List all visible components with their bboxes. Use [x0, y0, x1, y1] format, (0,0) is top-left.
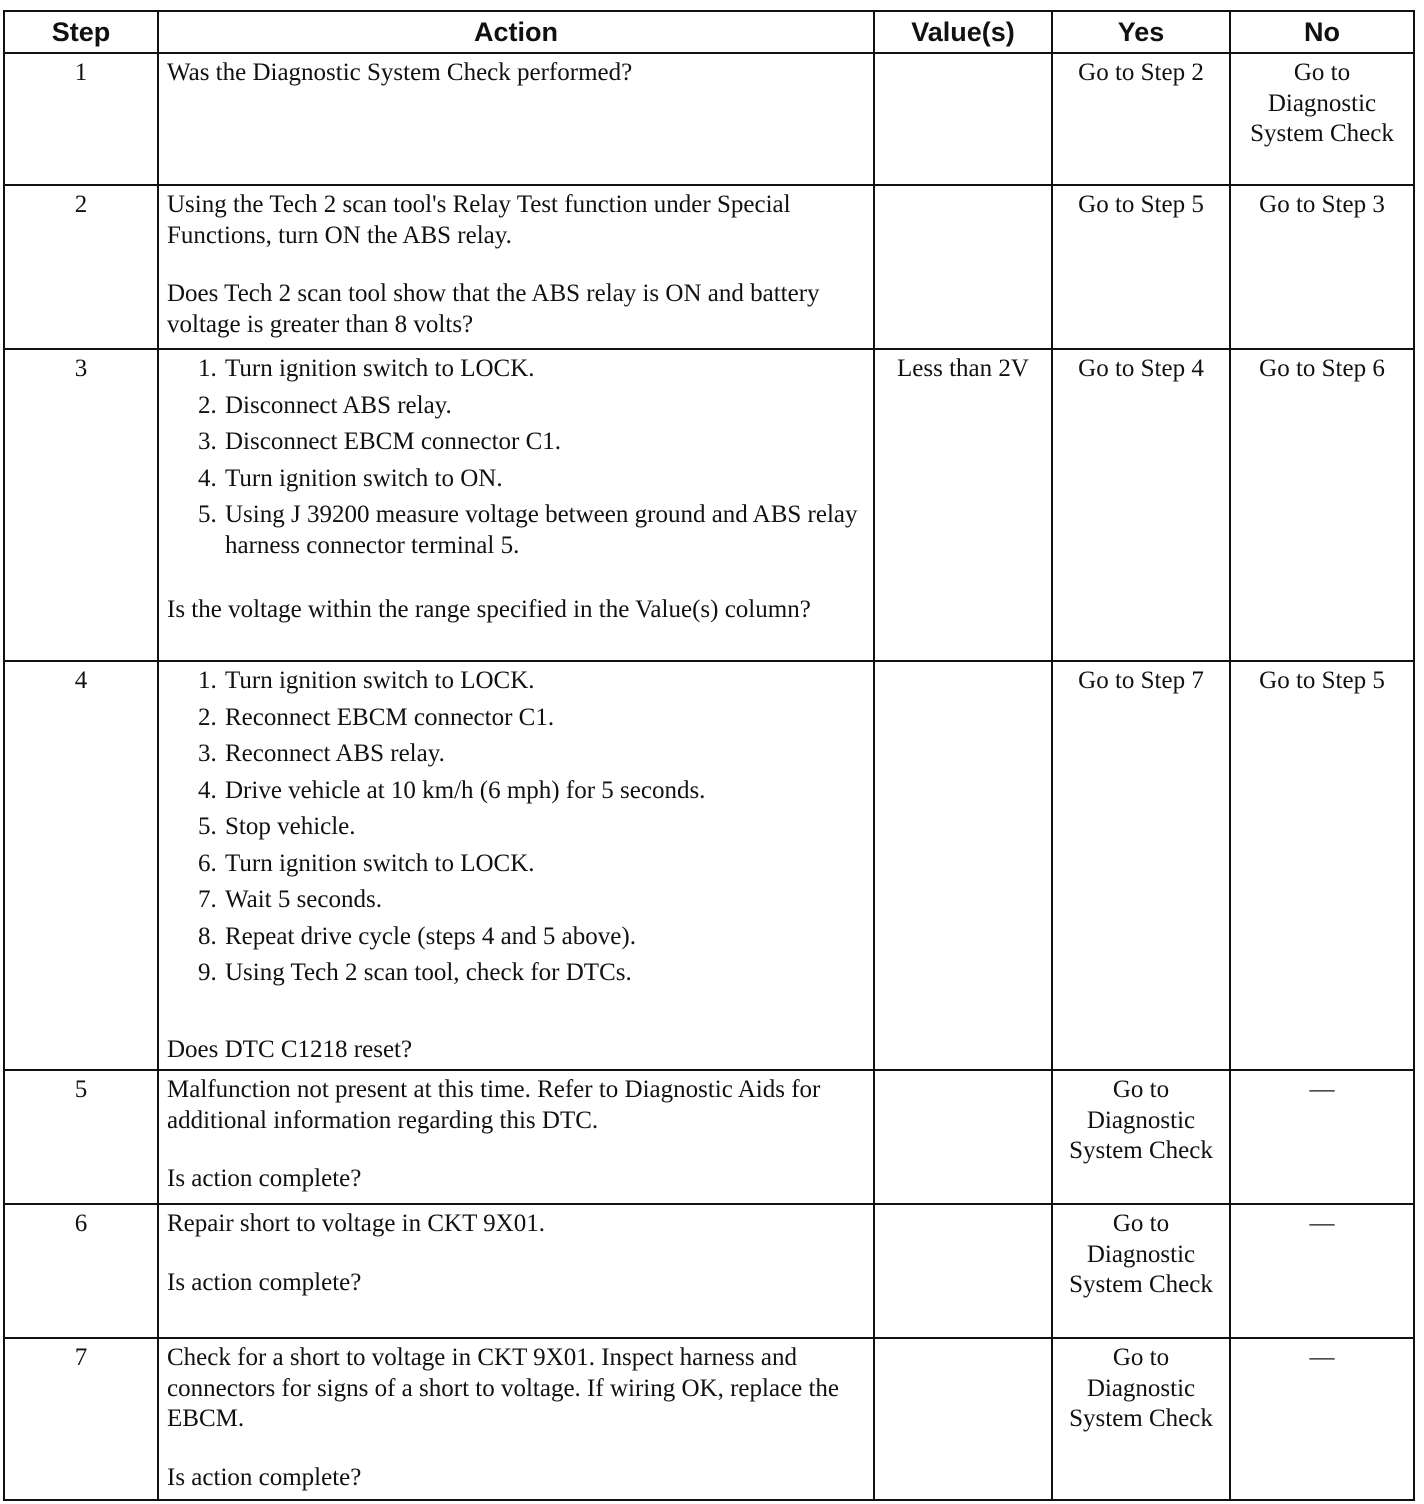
header-step: Step	[4, 11, 158, 53]
header-yes: Yes	[1052, 11, 1230, 53]
value-cell	[874, 185, 1052, 349]
substep-list	[167, 666, 865, 989]
table-row	[4, 661, 1414, 1070]
action-question: Is action complete?	[167, 1463, 362, 1491]
action-cell	[158, 53, 874, 185]
header-row	[4, 11, 1414, 53]
no-cell: —	[1230, 1204, 1414, 1338]
no-cell: Go to Step 6	[1230, 349, 1414, 661]
list-item: 3. Disconnect EBCM connector C1.	[223, 427, 865, 458]
value-cell	[874, 53, 1052, 185]
action-cell	[158, 1204, 874, 1338]
list-item: 9. Using Tech 2 scan tool, check for DTCs.	[223, 958, 865, 989]
action-question: Is the voltage within the range specified in the Value(s) column?	[167, 596, 811, 623]
no-cell: Go to Diagnostic System Check	[1230, 53, 1414, 185]
step-number: 5	[4, 1070, 158, 1204]
header-values: Value(s)	[874, 11, 1052, 53]
table-row	[4, 1070, 1414, 1204]
action-cell	[158, 661, 874, 1070]
action-question: Is action complete?	[167, 1165, 362, 1192]
action-text: Using the Tech 2 scan tool's Relay Test function under Special Functions, turn ON the ABS relay.	[167, 191, 791, 249]
yes-cell: Go to Step 2	[1052, 53, 1230, 185]
no-cell: —	[1230, 1070, 1414, 1204]
action-cell	[158, 185, 874, 349]
list-item: 8. Repeat drive cycle (steps 4 and 5 above).	[223, 922, 865, 953]
list-item: 4. Drive vehicle at 10 km/h (6 mph) for 5 seconds.	[223, 776, 865, 807]
no-cell: —	[1230, 1338, 1414, 1500]
yes-cell: Go to Diagnostic System Check	[1052, 1070, 1230, 1204]
action-text: Repair short to voltage in CKT 9X01.	[167, 1210, 545, 1237]
list-item: 1. Turn ignition switch to LOCK.	[223, 354, 865, 385]
action-question: Does Tech 2 scan tool show that the ABS relay is ON and battery voltage is greater than 8 volts?	[167, 280, 820, 338]
table-row	[4, 185, 1414, 349]
header-action: Action	[158, 11, 874, 53]
list-item: 5. Stop vehicle.	[223, 812, 865, 843]
yes-cell: Go to Step 7	[1052, 661, 1230, 1070]
table-row	[4, 1204, 1414, 1338]
action-text: Check for a short to voltage in CKT 9X01. Inspect harness and connectors for signs of a short to voltage. If wiring OK, replace the EBCM.	[167, 1344, 840, 1432]
step-number: 3	[4, 349, 158, 661]
value-cell	[874, 1204, 1052, 1338]
action-cell	[158, 349, 874, 661]
table-row	[4, 53, 1414, 185]
list-item: 1. Turn ignition switch to LOCK.	[223, 666, 865, 697]
table-row	[4, 349, 1414, 661]
step-number: 2	[4, 185, 158, 349]
yes-cell: Go to Diagnostic System Check	[1052, 1338, 1230, 1500]
action-text: Was the Diagnostic System Check performed?	[167, 59, 633, 86]
list-item: 2. Disconnect ABS relay.	[223, 391, 865, 422]
list-item: 6. Turn ignition switch to LOCK.	[223, 849, 865, 880]
no-cell: Go to Step 5	[1230, 661, 1414, 1070]
step-number: 6	[4, 1204, 158, 1338]
action-question: Is action complete?	[167, 1268, 362, 1296]
table-row	[4, 1338, 1414, 1500]
list-item: 2. Reconnect EBCM connector C1.	[223, 703, 865, 734]
action-text: Malfunction not present at this time. Refer to Diagnostic Aids for additional information regarding this DTC.	[167, 1076, 821, 1134]
yes-cell: Go to Step 4	[1052, 349, 1230, 661]
yes-cell: Go to Step 5	[1052, 185, 1230, 349]
yes-cell: Go to Diagnostic System Check	[1052, 1204, 1230, 1338]
step-number: 1	[4, 53, 158, 185]
action-cell	[158, 1338, 874, 1500]
action-question: Does DTC C1218 reset?	[167, 1035, 413, 1063]
value-cell	[874, 1338, 1052, 1500]
list-item: 3. Reconnect ABS relay.	[223, 739, 865, 770]
value-cell	[874, 661, 1052, 1070]
value-cell: Less than 2V	[874, 349, 1052, 661]
diagnostic-table	[3, 10, 1415, 1501]
step-number: 4	[4, 661, 158, 1070]
list-item: 4. Turn ignition switch to ON.	[223, 464, 865, 495]
no-cell: Go to Step 3	[1230, 185, 1414, 349]
action-cell	[158, 1070, 874, 1204]
substep-list	[167, 354, 865, 561]
step-number: 7	[4, 1338, 158, 1500]
value-cell	[874, 1070, 1052, 1204]
diagnostic-page	[3, 10, 1413, 1501]
list-item: 5. Using J 39200 measure voltage between ground and ABS relay harness connector terminal 5.	[223, 500, 865, 561]
list-item: 7. Wait 5 seconds.	[223, 885, 865, 916]
header-no: No	[1230, 11, 1414, 53]
